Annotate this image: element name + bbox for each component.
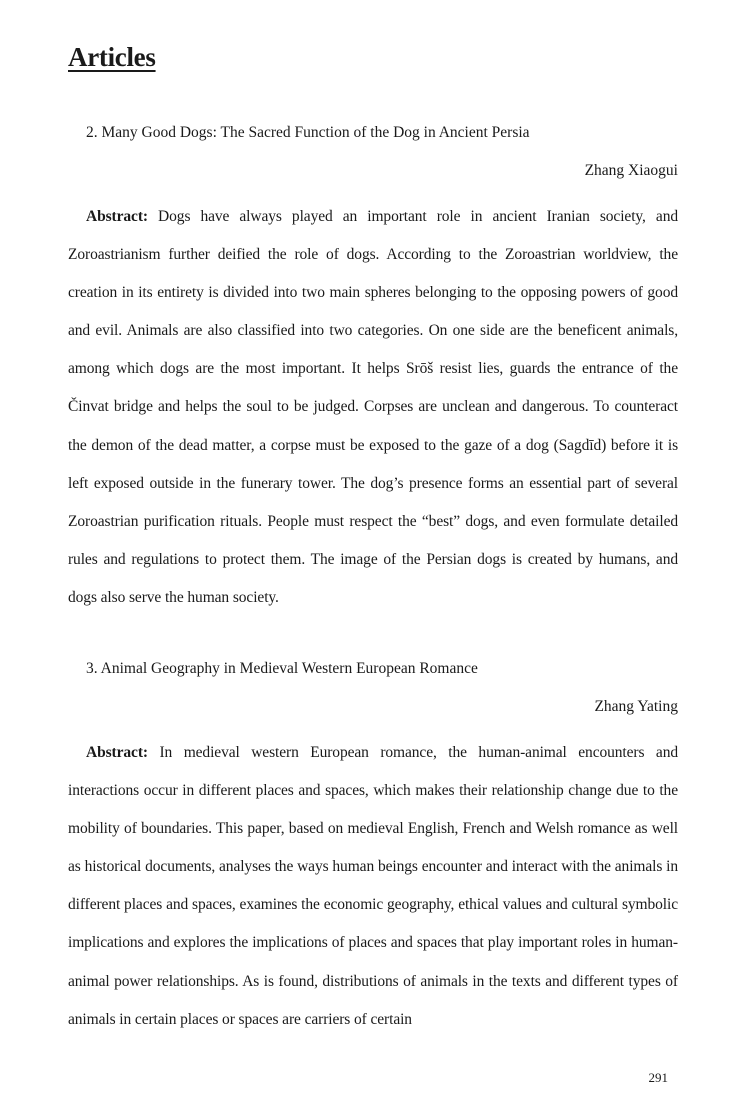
page-number: 291 (648, 1070, 668, 1085)
article-author: Zhang Xiaogui (584, 162, 678, 179)
article-author: Zhang Yating (594, 698, 678, 715)
section-heading: Articles (68, 42, 156, 72)
article-entry (68, 122, 678, 617)
article-entry (68, 658, 678, 1039)
article-title: 2. Many Good Dogs: The Sacred Function of the Dog in Ancient Persia (86, 124, 530, 141)
article-abstract (68, 198, 678, 617)
abstract-text: Dogs have always played an important role in ancient Iranian society, and Zoroastrianism further deified the role of dogs. According to the Zoroastrian worldview, the creation in its entirety is divided into two main spheres belonging to the opposing powers of good and evil. Animals are also classified into two categories. On one side are the beneficent animals, among which dogs are the most important. It helps Srōš resist lies, guards the entrance of the Činvat bridge and helps the soul to be judged. Corpses are unclean and dangerous. To counteract the demon of the dead matter, a corpse must be exposed to the gaze of a dog (Sagdīd) before it is left exposed outside in the funerary tower. The dog’s presence forms an essential part of several Zoroastrian purification rituals. People must respect the “best” dogs, and even formulate detailed rules and regulations to protect them. The image of the Persian dogs is created by humans, and dogs also serve the human society. (68, 208, 678, 606)
abstract-text: In medieval western European romance, the human-animal encounters and interactions occur in different places and spaces, which makes their relationship change due to the mobility of boundaries. This paper, based on medieval English, French and Welsh romance as well as historical documents, analyses the ways human beings encounter and interact with the animals in different places and spaces, examines the economic geography, ethical values and cultural symbolic implications and explores the implications of places and spaces that play important roles in human-animal power relationships. As is found, distributions of animals in the texts and different types of animals in certain places or spaces are carriers of certain (68, 744, 678, 1028)
abstract-label: Abstract: (86, 208, 148, 225)
article-abstract (68, 734, 678, 1039)
abstract-label: Abstract: (86, 744, 148, 761)
article-title: 3. Animal Geography in Medieval Western European Romance (86, 660, 478, 677)
